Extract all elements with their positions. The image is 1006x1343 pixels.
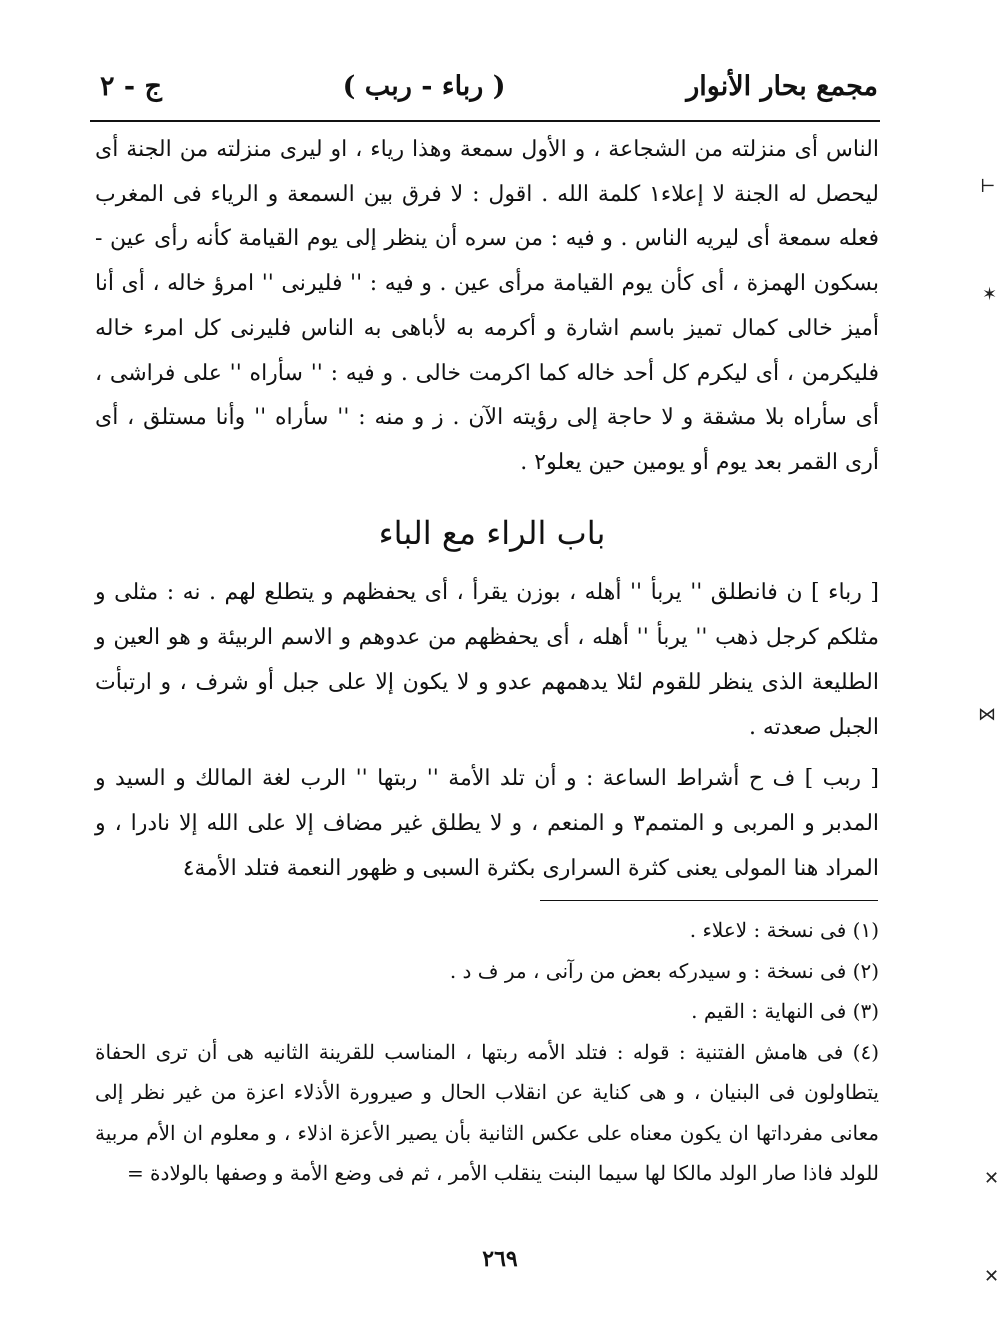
section-heading: باب الراء مع الباء xyxy=(378,514,606,552)
main-text xyxy=(95,128,879,486)
entry-range: ( رباء - ربب ) xyxy=(342,70,506,102)
volume-label: ج - ٢ xyxy=(100,70,162,102)
margin-mark-icon: ✕ xyxy=(984,1168,1000,1189)
header-divider xyxy=(90,120,880,122)
entry-rabb: [ ربب ] ف ح أشراط الساعة : و أن تلد الأمة '' ربتها '' الرب لغة المالك و السيد و المدبر و المربى و المتمم٣ و المنعم ، و لا يطلق غير مضاف إلا على الله إلا نادرا ، و المراد هنا المولى يعنى كثرة السرارى بكثرة السبى و ظهور النعمة فتلد الأمة٤ xyxy=(95,766,880,881)
margin-mark-icon: ⋈ xyxy=(978,704,996,725)
running-header xyxy=(100,62,878,110)
section-entries xyxy=(95,570,879,891)
footnote-1: (١) فى نسخة : لاعلاء . xyxy=(689,918,879,942)
margin-mark-icon: ✶ xyxy=(982,284,998,305)
footnote-3: (٣) فى النهاية : القيم . xyxy=(691,999,879,1023)
entry-rabaa: [ رباء ] ن فانطلق '' يربأ '' أهله ، بوزن يقرأ ، أى يحفظهم و يتطلع لهم . نه : مثلى و مثلكم كرجل ذهب '' يربأ '' أهله ، أى يحفظهم من عدوهم و الاسم الربيئة و هو العين و الطليعة الذى ينظر للقوم لئلا يدهمهم عدو و لا يكون إلا على جبل أو شرف ، و ارتبأت الجبل صعدته . xyxy=(95,580,879,740)
body-paragraph: الناس أى منزلته من الشجاعة ، و الأول سمعة وهذا رياء ، او ليرى منزلته من الجنة أى ليحصل له الجنة لا إعلاء١ كلمة الله . اقول : لا فرق بين السمعة و الرياء فى المغرب فعله سمعة أى ليريه الناس . و فيه : من سره أن ينظر إلى يوم القيامة كأنه رأى عين - بسكون الهمزة ، أى كأن يوم القيامة مرأى عين . و فيه : '' فليرنى '' امرؤ خاله ، أى أنا أميز خالى كمال تميز باسم اشارة و أكرمه به لأباهى به الناس فليرنى كل امرء خاله فليكرمن ، أى ليكرم كل أحد خاله كما اكرمت خالى . و فيه : '' سأراه '' على فراشى ، أى سأراه بلا مشقة و لا حاجة إلى رؤيته الآن . ز و منه : '' سأراه '' وأنا مستلق ، أى أرى القمر بعد يوم أو يومين حين يعلو٢ . xyxy=(95,137,879,475)
margin-mark-icon: ⊢ xyxy=(980,176,996,197)
book-title: مجمع بحار الأنوار xyxy=(686,70,878,102)
footnote-2: (٢) فى نسخة : و سيدركه بعض من رآنى ، مر ف د . xyxy=(449,958,879,983)
footnote-divider xyxy=(540,900,878,901)
page-number: ٢٦٩ xyxy=(482,1246,518,1272)
footnote-4: (٤) فى هامش الفتنية : قوله : فتلد الأمه ربتها ، المناسب للقرينة الثانيه هى أن ترى الحفاة يتطاولون فى البنيان ، و هى كناية عن انقلاب الحال و صيرورة الأذلاء اعزة من غير نظر إلى معانى مفرداتها ان يكون معناه على عكس الثانية بأن يصير الأعزة اذلاء ، و معلوم ان الأم مربية للولد فاذا صار الولد مالكا لها سيما البنت ينقلب الأمر ، ثم فى وضع الأمة و وصفها بالولادة = xyxy=(95,1039,879,1185)
margin-mark-icon: ✕ xyxy=(984,1266,1000,1287)
footnotes xyxy=(95,910,879,1194)
